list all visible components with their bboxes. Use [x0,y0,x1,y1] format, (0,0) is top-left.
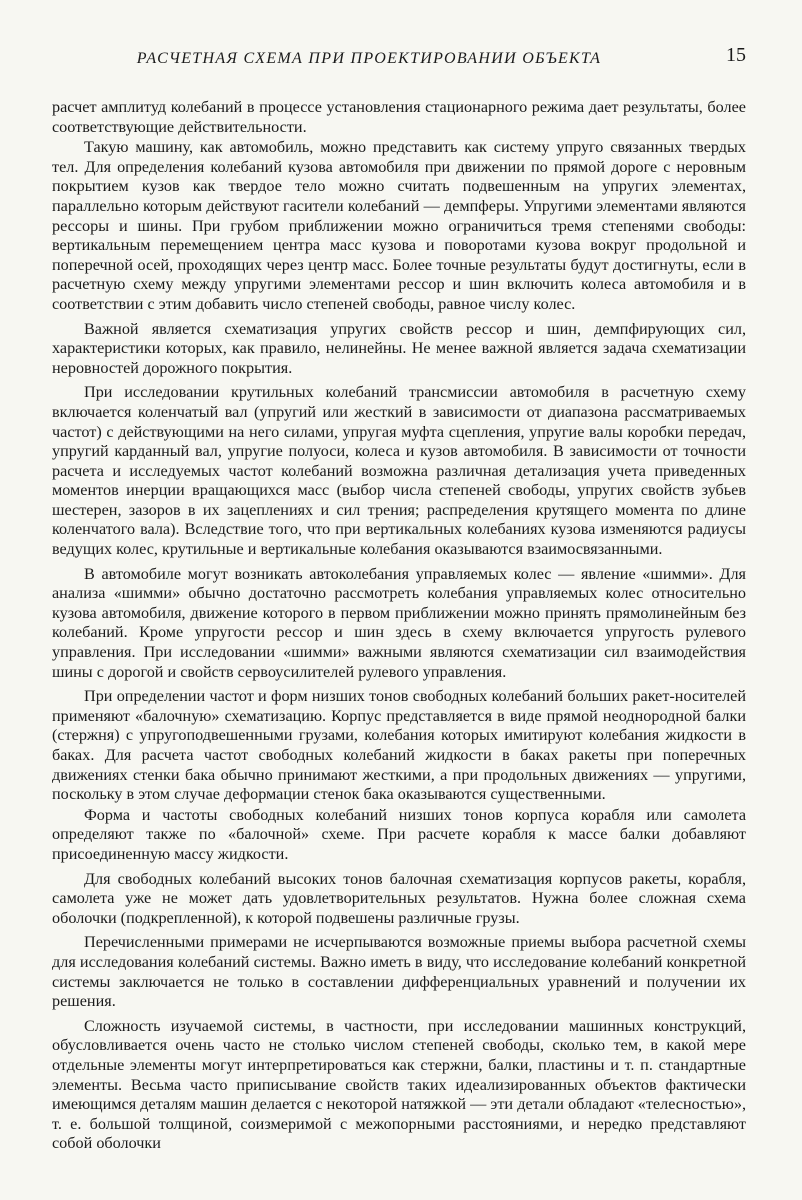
paragraph-7: Форма и частоты свободных колебаний низших тонов корпуса корабля или самолета определяют также по «балочной» схеме. При расчете корабля к массе балки добавляют присоединенную массу жидкости. [52,805,746,863]
paragraph-4: При исследовании крутильных колебаний трансмиссии автомобиля в расчетную схему включается коленчатый вал (упругий или жесткий в зависимости от диапазона рассматриваемых частот) с действующими на него силами, упругая муфта сцепления, упругие валы коробки передач, упругий карданный вал, упругие полуоси, колеса и кузов автомобиля. В зависимости от точности расчета и исследуемых частот колебаний возможна различная детализация учета приведенных моментов инерции вращающихся масс (выбор числа степеней свободы, упругих свойств зубьев шестерен, зазоров в их зацеплениях и сил трения; распределения крутящего момента по длине коленчатого вала). Вследствие того, что при вертикальных колебаниях кузова изменяются радиусы ведущих колес, крутильные и вертикальные колебания оказываются взаимосвязанными. [52,383,746,559]
paragraph-6: При определении частот и форм низших тонов свободных колебаний больших ракет-носителей применяют «балочную» схематизацию. Корпус представляется в виде прямой неоднородной балки (стержня) с упругоподвешенными грузами, колебания которых имитируют колебания жидкости в баках. Для расчета частот свободных колебаний жидкости в баках ракеты при поперечных движениях стенки бака обычно принимают жесткими, а при продольных движениях — упругими, поскольку в этом случае деформации стенок бака оказываются существенными. [52,687,746,804]
paragraph-1: расчет амплитуд колебаний в процессе установления стационарного режима дает результаты, более соответствующие действительности. [52,98,746,136]
running-title: РАСЧЕТНАЯ СХЕМА ПРИ ПРОЕКТИРОВАНИИ ОБЪЕКТА [136,50,602,67]
paragraph-9: Перечисленными примерами не исчерпываются возможные приемы выбора расчетной схемы для исследования колебаний системы. Важно иметь в виду, что исследование колебаний конкретной системы заключается не только в составлении дифференциальных уравнений и получении их решения. [52,933,746,1011]
paragraph-5: В автомобиле могут возникать автоколебания управляемых колес — явление «шимми». Для анализа «шимми» обычно достаточно рассмотреть колебания управляемых колес относительно кузова автомобиля, движение которого в первом приближении можно принять прямолинейным без колебаний. Кроме упругости рессор и шин здесь в схему включается упругость рулевого управления. При исследовании «шимми» важными являются схематизации сил взаимодействия шины с дорогой и свойств сервоусилителей рулевого управления. [52,564,746,681]
body-text [52,98,746,1154]
running-header [52,42,746,70]
paragraph-8: Для свободных колебаний высоких тонов балочная схематизация корпусов ракеты, корабля, самолета уже не может дать удовлетворительных результатов. Нужна более сложная схема оболочки (подкрепленной), к которой подвешены различные грузы. [52,869,746,927]
paragraph-10: Сложность изучаемой системы, в частности, при исследовании машинных конструкций, обусловливается очень часто не столько числом степеней свободы, сколько тем, в какой мере отдельные элементы могут интерпретироваться как стержни, балки, пластины и т. п. стандартные элементы. Весьма часто приписывание свойств таких идеализированных объектов фактически имеющимся деталям машин делается с некоторой натяжкой — эти детали обладают «телесностью», т. е. большой толщиной, соизмеримой с межопорными расстояниями, и нередко представляют собой оболочки [52,1016,746,1153]
paragraph-2: Такую машину, как автомобиль, можно представить как систему упруго связанных твердых тел. Для определения колебаний кузова автомобиля при движении по прямой дороге с неровным покрытием кузов как твердое тело можно считать подвешенным на упругих элементах, параллельно которым действуют гасители колебаний — демпферы. Упругими элементами являются рессоры и шины. При грубом приближении можно ограничиться тремя степенями свободы: вертикальным перемещением центра масс кузова и поворотами кузова вокруг продольной и поперечной осей, проходящих через центр масс. Более точные результаты будут достигнуты, если в расчетную схему между упругими элементами рессор и шин включить колеса автомобиля и в соответствии с этим добавить число степеней свободы, равное числу колес. [52,138,746,313]
paragraph-3: Важной является схематизация упругих свойств рессор и шин, демпфирующих сил, характеристики которых, как правило, нелинейны. Не менее важной является задача схематизации неровностей дорожного покрытия. [52,319,746,377]
page-number: 15 [726,44,746,66]
